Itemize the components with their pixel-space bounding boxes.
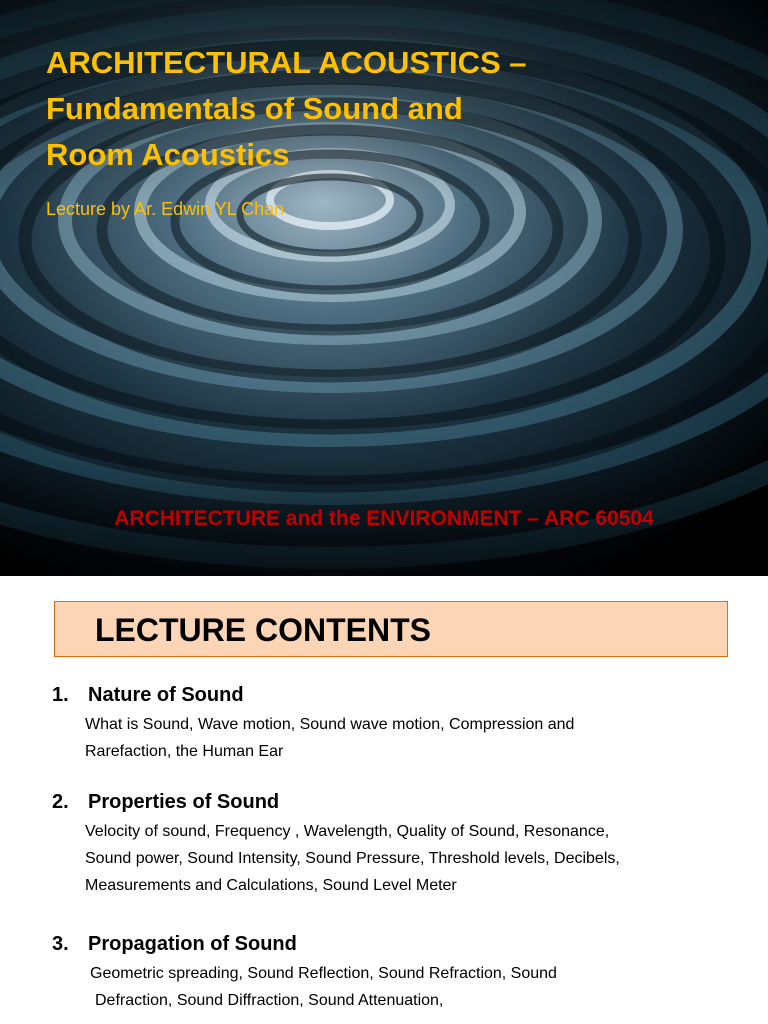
section-body xyxy=(85,818,735,899)
section-number: 2. xyxy=(52,791,69,813)
contents-heading-box xyxy=(54,601,728,657)
lecturer-subtitle: Lecture by Ar. Edwin YL Chan xyxy=(46,199,285,219)
section-title: Properties of Sound xyxy=(88,791,280,813)
course-title: ARCHITECTURE and the ENVIRONMENT – ARC 60504 xyxy=(114,507,654,530)
section-title: Propagation of Sound xyxy=(88,933,297,955)
section-body-line: What is Sound, Wave motion, Sound wave motion, Compression and xyxy=(85,716,575,733)
section-heading xyxy=(52,930,297,958)
section-title: Nature of Sound xyxy=(88,684,244,706)
contents-slide xyxy=(0,576,768,1024)
section-body-line: Rarefaction, the Human Ear xyxy=(85,743,284,760)
section-body xyxy=(85,711,735,765)
section-body xyxy=(90,960,740,1014)
section-heading xyxy=(52,681,244,709)
section-body-line: Measurements and Calculations, Sound Level Meter xyxy=(85,877,457,894)
section-number: 1. xyxy=(52,684,69,706)
slide-title-line: Room Acoustics xyxy=(46,137,290,172)
slide-title xyxy=(46,40,646,178)
section-body-line: Sound power, Sound Intensity, Sound Pressure, Threshold levels, Decibels, xyxy=(85,850,620,867)
section-body-line: Defraction, Sound Diffraction, Sound Attenuation, xyxy=(95,992,444,1009)
slide-title-line: Fundamentals of Sound and xyxy=(46,91,463,126)
section-body-line: Velocity of sound, Frequency , Wavelength, Quality of Sound, Resonance, xyxy=(85,823,610,840)
section-number: 3. xyxy=(52,933,69,955)
section-heading xyxy=(52,788,279,816)
section-body-line: Geometric spreading, Sound Reflection, Sound Refraction, Sound xyxy=(90,965,557,982)
slide-title-line: ARCHITECTURAL ACOUSTICS – xyxy=(46,45,527,80)
contents-heading: LECTURE CONTENTS xyxy=(95,612,431,648)
